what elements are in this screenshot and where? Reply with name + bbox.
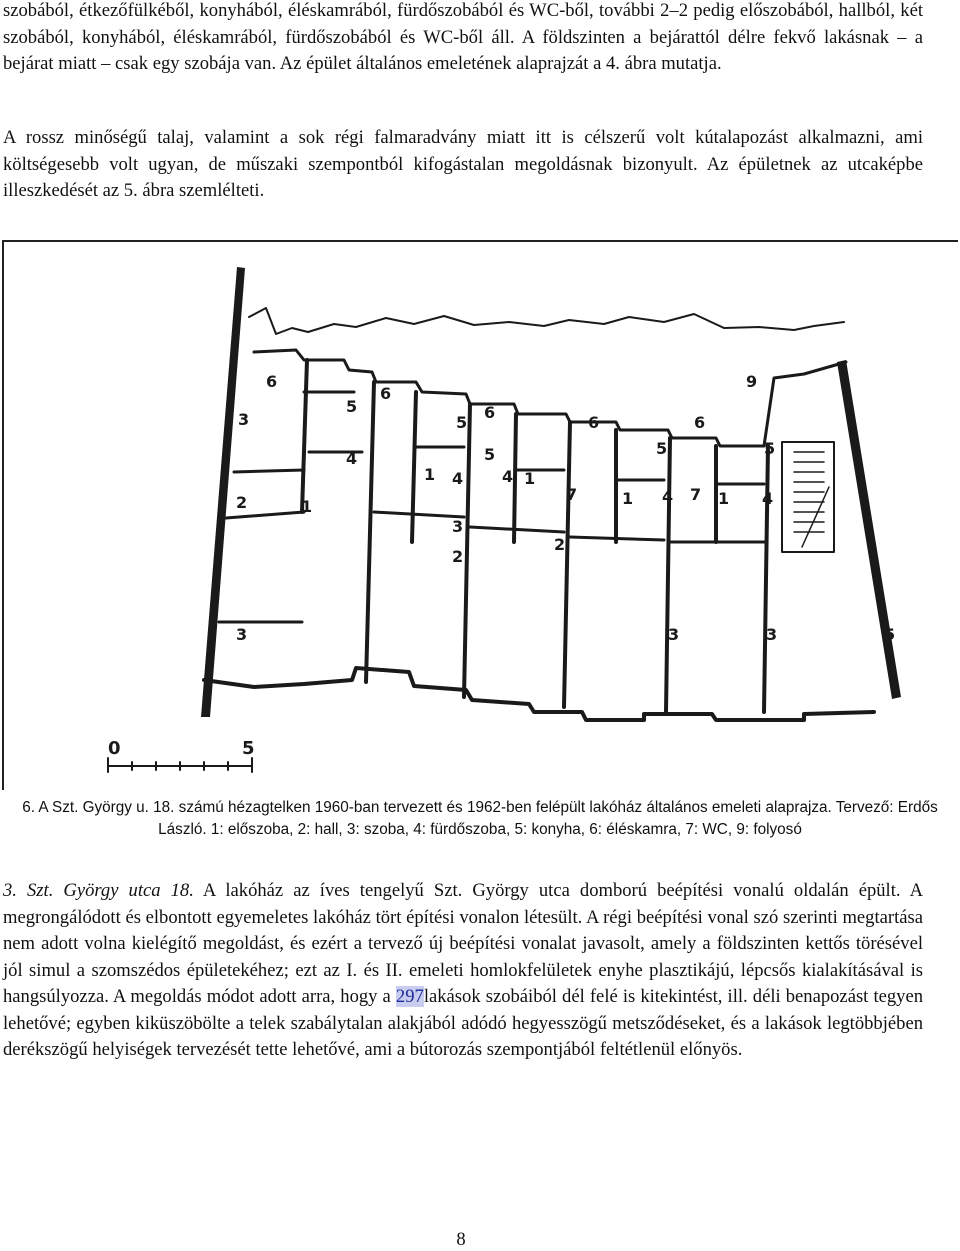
room-label: 4 xyxy=(452,469,464,488)
room-label: 3 xyxy=(238,410,250,429)
floor-plan-figure xyxy=(2,240,958,790)
room-label: 1 xyxy=(622,489,634,508)
room-label: 3 xyxy=(668,625,680,644)
room-label: 7 xyxy=(690,485,702,504)
room-label: 4 xyxy=(346,449,358,468)
room-label: 6 xyxy=(588,413,600,432)
highlighted-page-ref: 297 xyxy=(395,986,424,1007)
paragraph-reference: 3. Szt. György utca 18. xyxy=(3,880,194,901)
room-label: 5 xyxy=(884,625,896,644)
room-label: 5 xyxy=(346,397,358,416)
room-label: 1 xyxy=(424,465,436,484)
room-label: 6 xyxy=(484,403,496,422)
page-number: 8 xyxy=(456,1229,466,1250)
figure-caption: 6. A Szt. György u. 18. számú hézagtelken 1960-ban tervezett és 1962-ben felépült lakóház általános emeleti alaprajza. Tervező: Erdős László. 1: előszoba, 2: hall, 3: szoba, 4: fürdőszoba, 5: konyha, 6: éléskamra, 7: WC, 9: folyosó xyxy=(22,799,938,838)
room-label: 2 xyxy=(554,535,566,554)
room-label: 5 xyxy=(456,413,468,432)
paragraph-text-a: A lakóház az íves tengelyű Szt. György utca domború beépítési vonalú oldalán épült. A megrongálódott és elbontott egyemeletes lakóház tört építési vonalon létesült. A régi beépítési vonal szó szerinti megtartása nem adott volna kielégítő megoldást, és ezért a tervező új beépítési vonalat javasolt, amely a földszinten kettős törésével jól simul a szomszédos épületekéhez; ezt az I. és II. emeleti homlokfelületek enyhe plasztikájú, lépcsős kialakításával is hangsúlyozza. A megoldás módot adott arra, hogy a xyxy=(3,880,923,1007)
room-label: 1 xyxy=(718,489,730,508)
room-label: 2 xyxy=(236,493,248,512)
room-label: 4 xyxy=(662,487,674,506)
room-label: 7 xyxy=(566,485,578,504)
room-label: 3 xyxy=(236,625,248,644)
floor-plan-drawing xyxy=(4,242,960,792)
room-label: 2 xyxy=(452,547,464,566)
room-label: 6 xyxy=(380,384,392,403)
paragraph-foundation: A rossz minőségű talaj, valamint a sok régi falmaradvány miatt itt is célszerű volt kútalapozást alkalmazni, ami költségesebb volt ugyan, de műszaki szempontból kifogástalan megoldásnak bizonyult. Az épületnek az utcaképbe illeszkedését az 5. ábra szemlélteti. xyxy=(3,127,923,201)
room-label: 4 xyxy=(502,467,514,486)
room-label: 5 xyxy=(656,439,668,458)
room-label: 1 xyxy=(524,469,536,488)
room-label: 5 xyxy=(764,439,776,458)
room-label: 4 xyxy=(762,489,774,508)
scale-label-5: 5 xyxy=(242,738,255,759)
room-label: 5 xyxy=(484,445,496,464)
room-label: 3 xyxy=(452,517,464,536)
paragraph-street xyxy=(3,878,923,1064)
paragraph-text-b: lakások szobáiból dél felé is kitekintést, ill. déli benapozást tegyen lehetővé; egyben kiküszöbölte a telek szabálytalan alakjából adódó hegyesszögű metsződéseket, és a lakások legtöbbjében derékszögű helyiségek tervezését tette lehetővé, ami a bútorozás szempontjából feltétlenül előnyös. xyxy=(3,986,924,1060)
scale-label-0: 0 xyxy=(108,738,121,759)
room-label: 3 xyxy=(766,625,778,644)
room-label: 9 xyxy=(746,372,758,391)
room-label: 6 xyxy=(694,413,706,432)
room-label: 6 xyxy=(266,372,278,391)
room-label: 1 xyxy=(301,497,313,516)
paragraph-intro: szobából, étkezőfülkéből, konyhából, éléskamrából, fürdőszobából és WC-ből, további 2–2 pedig előszobából, hallból, két szobából, konyhából, éléskamrából, fürdőszobából és WC-ből áll. A földszinten a bejárattól délre fekvő lakásnak – a bejárat miatt – csak egy szobája van. Az épület általános emeletének alaprajzát a 4. ábra mutatja. xyxy=(3,0,923,74)
